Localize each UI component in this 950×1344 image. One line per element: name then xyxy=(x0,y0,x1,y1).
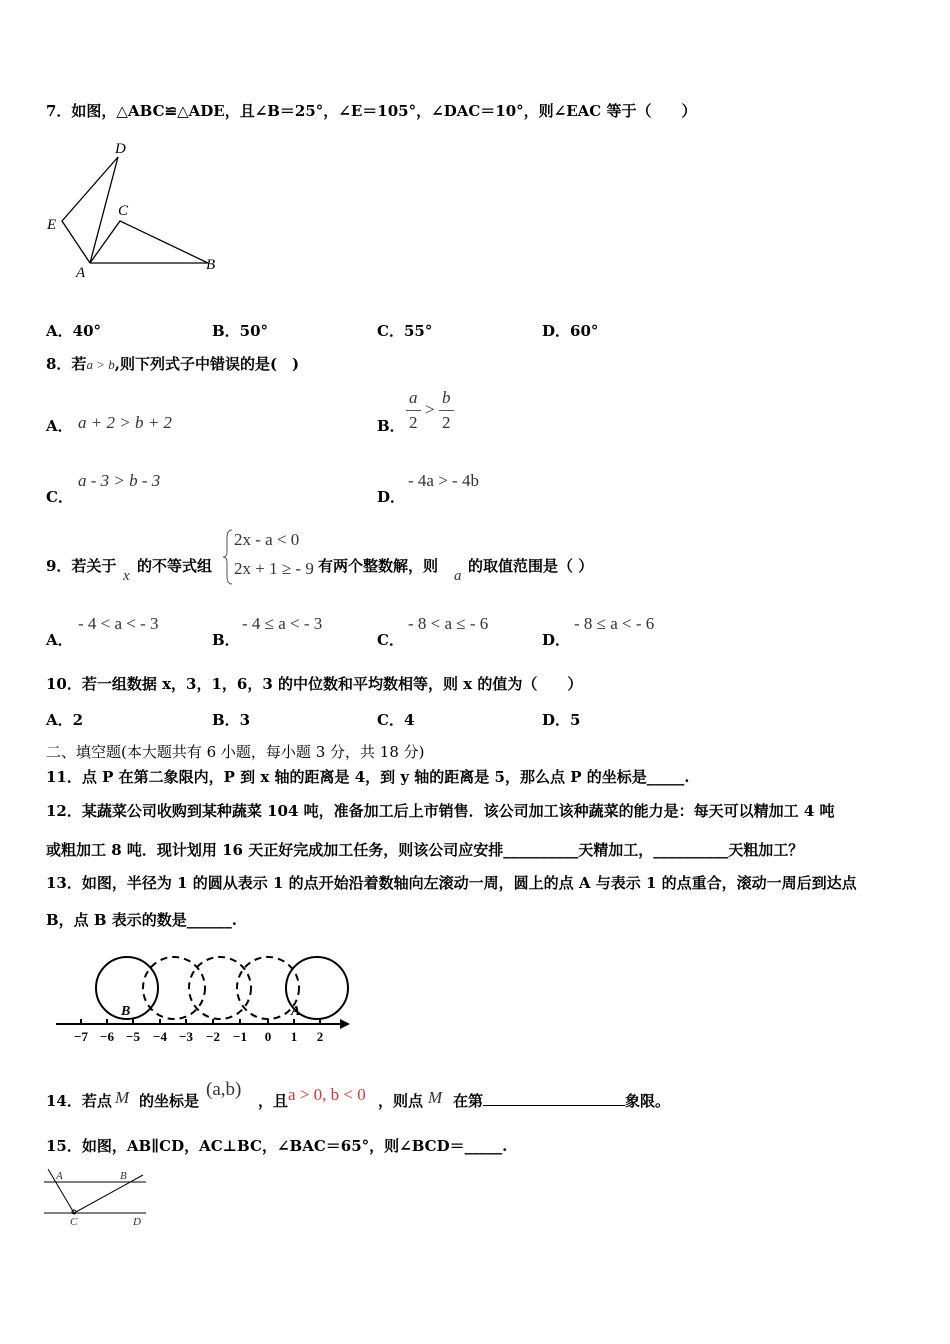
q9-var-a: a xyxy=(454,568,462,584)
q9-option-d-label: D． xyxy=(542,631,571,649)
q9-ineq2: 2x + 1 ≥ - 9 xyxy=(234,559,314,578)
q9-mid: 的不等式组 xyxy=(137,557,213,575)
q14-condition: a > 0, b < 0 xyxy=(288,1085,366,1104)
q9-var-x: x xyxy=(123,568,130,584)
q9-option-b-expr: - 4 ≤ a < - 3 xyxy=(242,614,323,633)
q7-option-c: C．55° xyxy=(377,322,433,340)
q9-num: 9．若关于 xyxy=(46,557,117,575)
q10-option-a: A．2 xyxy=(46,711,84,729)
q7-label-c: C xyxy=(118,203,129,219)
q8-b-op: > xyxy=(425,400,435,419)
q8-option-c-expr: a - 3 > b - 3 xyxy=(78,471,161,490)
q13-label-a: A xyxy=(291,1004,301,1019)
q15-label-c: C xyxy=(70,1216,78,1228)
q14-tail-end: 象限。 xyxy=(625,1092,671,1110)
q8-option-a-expr: a + 2 > b + 2 xyxy=(78,413,172,432)
q8-b-num1: a xyxy=(409,388,418,407)
q9-brace xyxy=(222,528,234,586)
q10-option-b: B．3 xyxy=(212,711,251,729)
q9-tail2: 的取值范围是（ ） xyxy=(468,557,594,575)
q9-option-a-expr: - 4 < a < - 3 xyxy=(78,614,159,633)
q7-option-a: A．40° xyxy=(46,322,102,340)
q8-stem xyxy=(46,354,299,375)
q13-tick-label: −1 xyxy=(233,1029,247,1044)
q9-option-a-label: A． xyxy=(46,631,73,649)
q14-coordinate: (a,b) xyxy=(206,1079,242,1100)
q7-option-d: D．60° xyxy=(542,322,599,340)
q7-label-e: E xyxy=(47,217,57,233)
q8-b-den1: 2 xyxy=(409,413,418,432)
q8-option-c-label: C． xyxy=(46,488,73,506)
q7-triangle-figure xyxy=(40,135,240,285)
q9-option-c-expr: - 8 < a ≤ - 6 xyxy=(408,614,489,633)
section-2-heading: 二、填空题(本大题共有 6 小题，每小题 3 分，共 18 分) xyxy=(46,743,425,761)
q7-label-b: B xyxy=(206,257,216,273)
q10-stem: 10．若一组数据 x，3，1，6，3 的中位数和平均数相等，则 x 的值为（ ） xyxy=(46,675,583,693)
q13-line-1: 13．如图，半径为 1 的圆从表示 1 的点开始沿着数轴向左滚动一周，圆上的点 A 与表示 1 的点重合，滚动一周后到达点 xyxy=(46,874,857,892)
q14-point-m-2: M xyxy=(428,1088,443,1107)
q7-option-b: B．50° xyxy=(212,322,269,340)
q9-tail1: 有两个整数解，则 xyxy=(318,557,439,575)
q15-label-d: D xyxy=(133,1216,141,1228)
q9-option-c-label: C． xyxy=(377,631,404,649)
q14-answer-blank xyxy=(483,1091,625,1106)
q11-stem: 11．点 P 在第二象限内，P 到 x 轴的距离是 4，到 y 轴的距离是 5，那么点 P 的坐标是_____. xyxy=(46,768,690,786)
q12-line-1: 12．某蔬菜公司收购到某种蔬菜 104 吨，准备加工后上市销售．该公司加工该种蔬菜的能力是：每天可以精加工 4 吨 xyxy=(46,802,835,820)
q13-number-line-figure xyxy=(50,948,360,1048)
q14-tail xyxy=(453,1091,670,1111)
q9-option-b-label: B． xyxy=(212,631,240,649)
q13-tick-label: −4 xyxy=(153,1029,167,1044)
q8-b-den2: 2 xyxy=(442,413,451,432)
q8-option-b-expr xyxy=(404,388,464,438)
q14-num: 14．若点 xyxy=(46,1092,112,1110)
q13-tick-label: −6 xyxy=(100,1029,114,1044)
q14-mid2: ，则点 xyxy=(378,1092,424,1110)
q13-line-2: B，点 B 表示的数是______. xyxy=(46,911,238,929)
q13-tick-label: 1 xyxy=(290,1029,298,1044)
q8-option-a-label: A． xyxy=(46,417,73,435)
q7-label-a: A xyxy=(76,265,86,281)
q15-label-a: A xyxy=(56,1170,63,1182)
q8-condition: a > b xyxy=(86,357,115,372)
q14-tail-text: 在第 xyxy=(453,1092,484,1110)
q10-option-d: D．5 xyxy=(542,711,581,729)
q7-label-d: D xyxy=(115,141,126,157)
q13-tick-label: −3 xyxy=(179,1029,193,1044)
q10-option-c: C．4 xyxy=(377,711,415,729)
q9-ineq1: 2x - a < 0 xyxy=(234,530,300,549)
q8-option-d-expr: - 4a > - 4b xyxy=(408,471,479,490)
q13-tick-label: 0 xyxy=(264,1029,272,1044)
q13-tick-label: −5 xyxy=(126,1029,140,1044)
q14-and: ，且 xyxy=(258,1092,289,1110)
q9-option-d-expr: - 8 ≤ a < - 6 xyxy=(574,614,655,633)
q13-tick-label: −7 xyxy=(74,1029,88,1044)
q8-b-num2: b xyxy=(442,388,451,407)
q12-line-2: 或粗加工 8 吨．现计划用 16 天正好完成加工任务，则该公司应安排__________天精加工，__________天粗加工？ xyxy=(46,841,804,859)
q8-option-b-label: B． xyxy=(377,417,405,435)
q15-label-b: B xyxy=(120,1170,127,1182)
q14-point-m: M xyxy=(115,1088,130,1107)
q8-stem-tail: ,则下列式子中错误的是( ) xyxy=(114,355,300,373)
q7-stem: 7．如图，△ABC≌△ADE，且∠B＝25°，∠E＝105°，∠DAC＝10°，则∠EAC 等于（ ） xyxy=(46,102,697,120)
q13-tick-label: 2 xyxy=(316,1029,324,1044)
q13-tick-label: −2 xyxy=(206,1029,220,1044)
q14-mid: 的坐标是 xyxy=(139,1092,200,1110)
q8-option-d-label: D． xyxy=(377,488,406,506)
q15-parallel-lines-figure xyxy=(40,1163,160,1233)
q8-num: 8．若 xyxy=(46,355,87,373)
q15-stem: 15．如图，AB∥CD，AC⊥BC，∠BAC＝65°，则∠BCD＝_____. xyxy=(46,1137,508,1155)
q13-label-b: B xyxy=(121,1004,131,1019)
